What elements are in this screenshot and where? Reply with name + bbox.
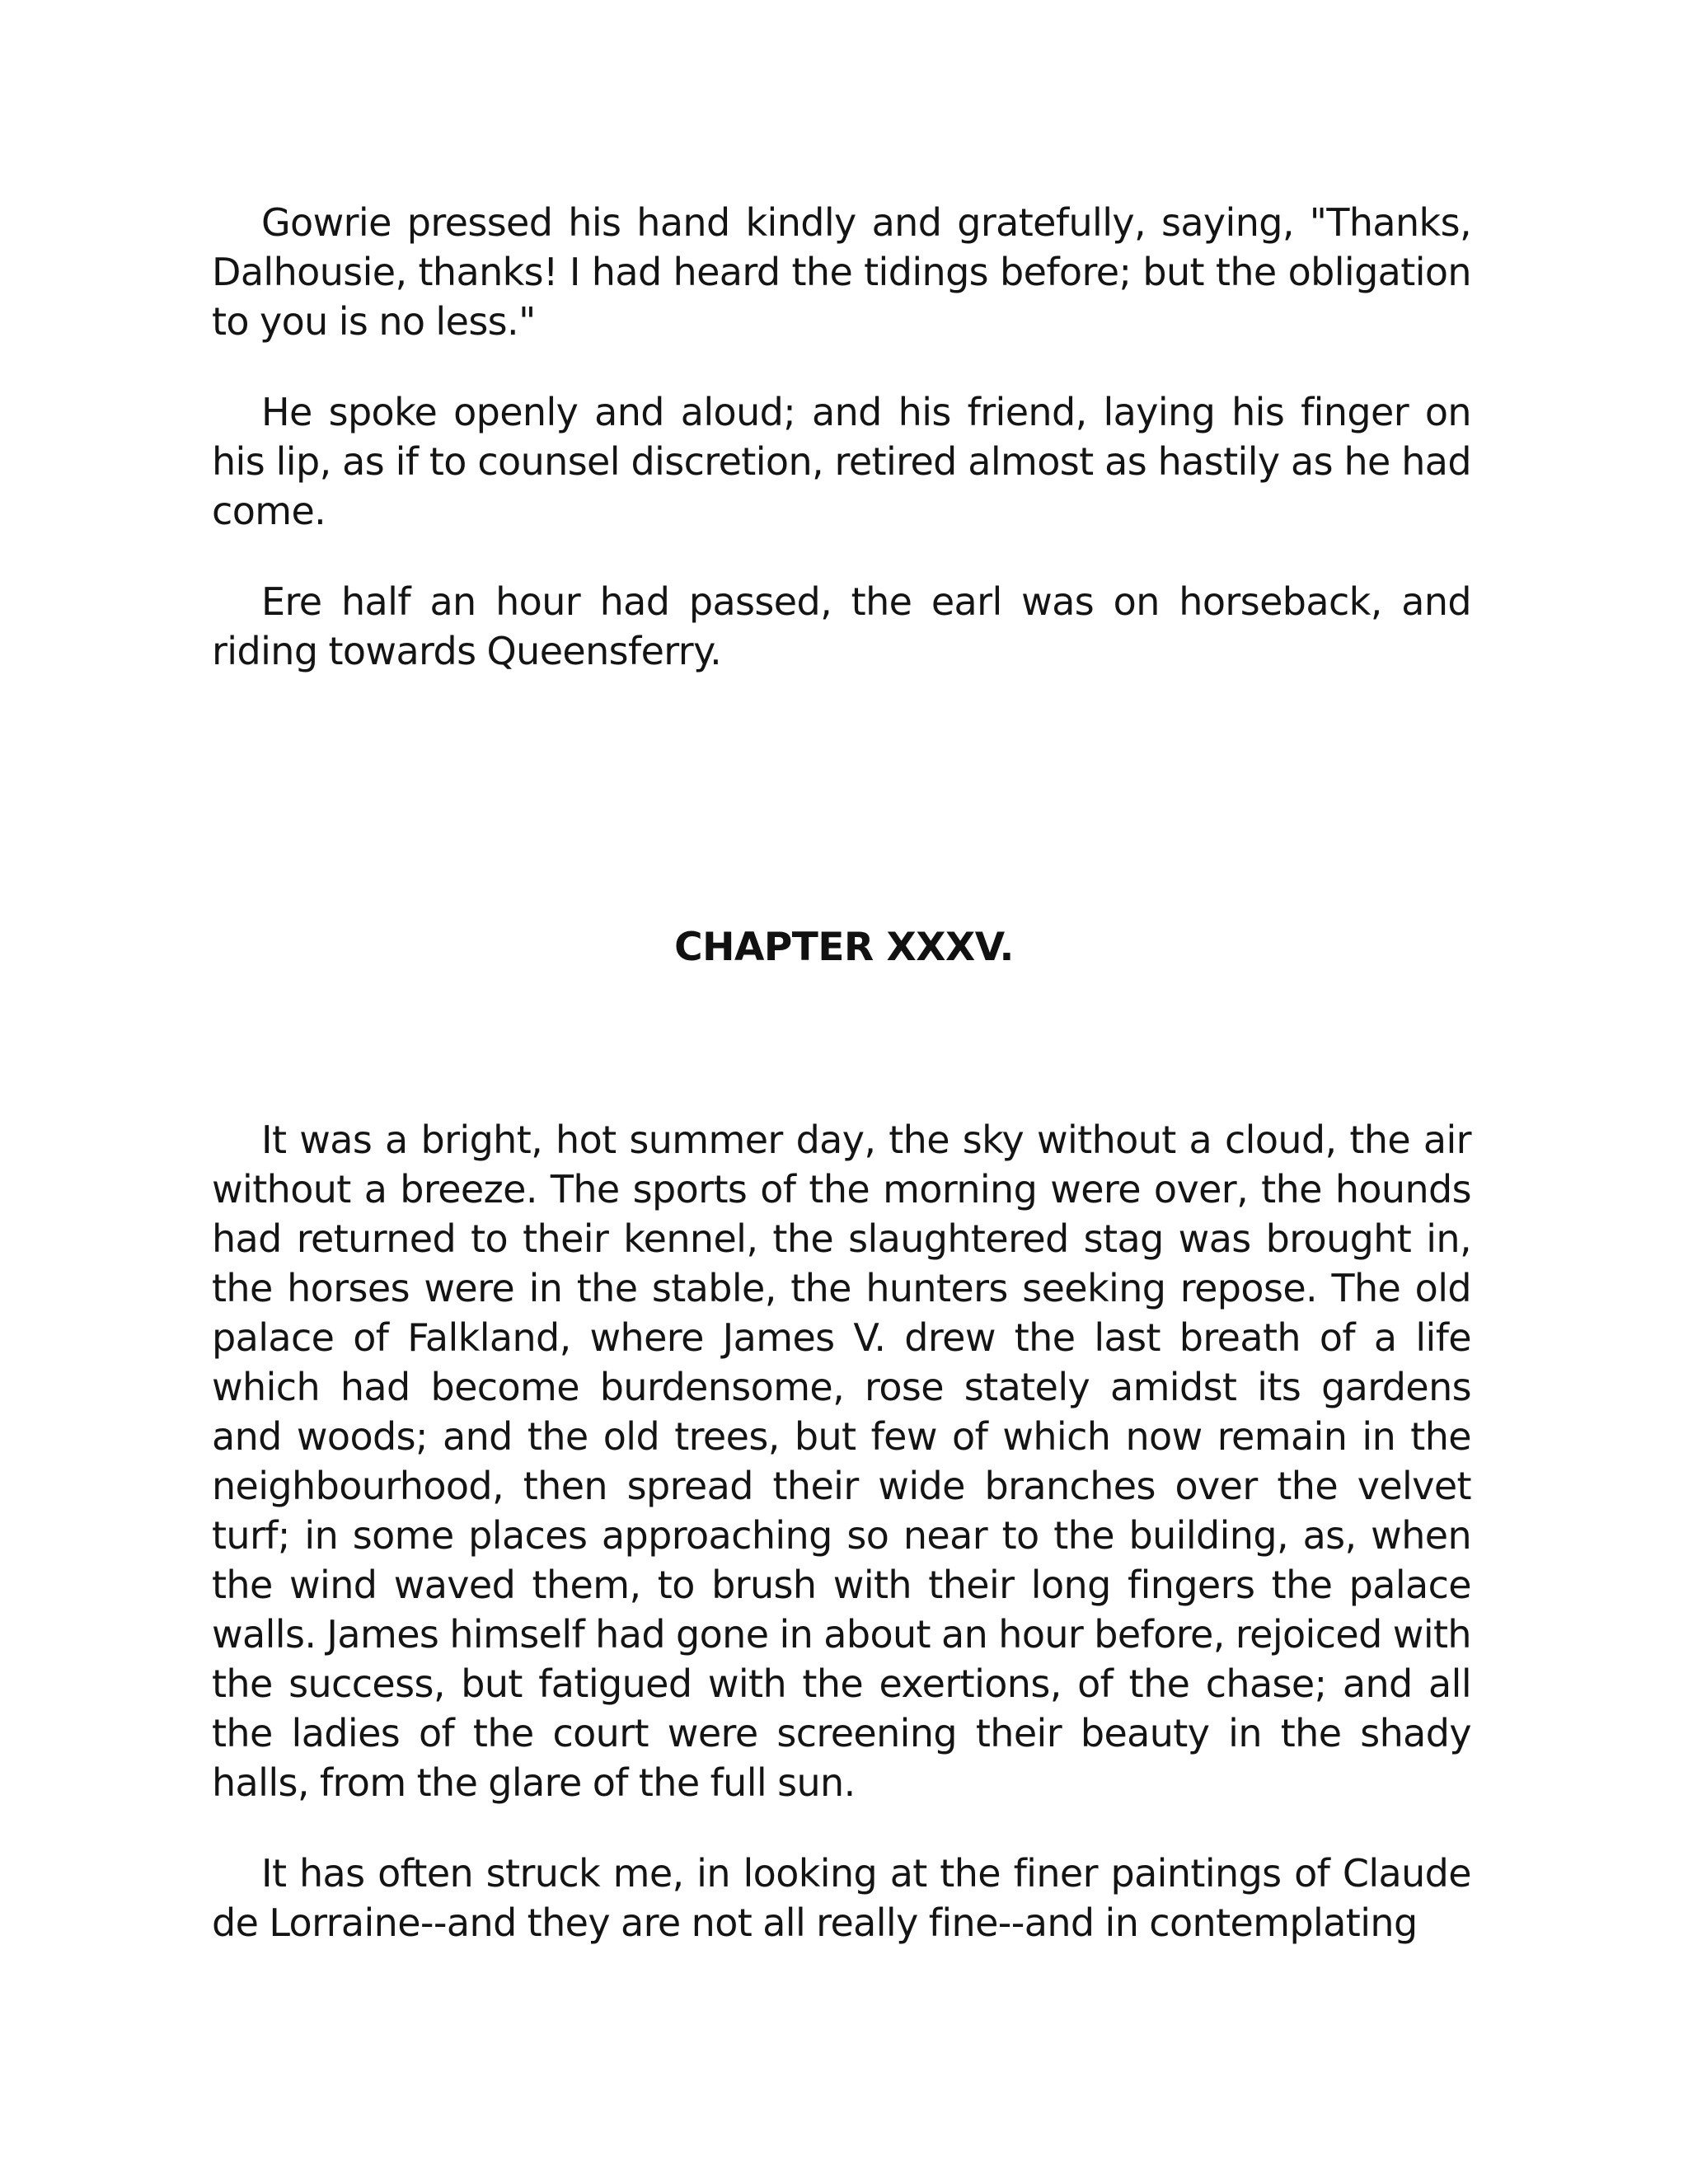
text-block-before-chapter [212, 198, 1471, 676]
chapter-heading: CHAPTER XXXV. [674, 925, 1014, 970]
paragraph: Gowrie pressed his hand kindly and gratefully, saying, "Thanks, Dalhousie, thanks! I had heard the tidings before; but the obligation to you is no less." [212, 200, 1471, 344]
paragraph: Ere half an hour had passed, the earl was on horseback, and riding towards Queensferry. [212, 579, 1471, 673]
paragraph-continued: It has often struck me, in looking at the finer paintings of Claude de Lorraine--and they are not all really fine--and in contemplating [212, 1851, 1471, 1945]
text-block-chapter-body [212, 1115, 1471, 1947]
paragraph: He spoke openly and aloud; and his friend, laying his finger on his lip, as if to counsel discretion, retired almost as hastily as he had come. [212, 390, 1471, 533]
paragraph: It was a bright, hot summer day, the sky without a cloud, the air without a breeze. The sports of the morning were over, the hounds had returned to their kennel, the slaughtered stag was brought in, the horses were in the stable, the hunters seeking repose. The old palace of Falkland, where James V. drew the last breath of a life which had become burdensome, rose stately amidst its gardens and woods; and the old trees, but few of which now remain in the neighbourhood, then spread their wide branches over the velvet turf; in some places approaching so near to the building, as, when the wind waved them, to brush with their long fingers the palace walls. James himself had gone in about an hour before, rejoiced with the success, but fatigued with the exertions, of the chase; and all the ladies of the court were screening their beauty in the shady halls, from the glare of the full sun. [212, 1118, 1471, 1805]
